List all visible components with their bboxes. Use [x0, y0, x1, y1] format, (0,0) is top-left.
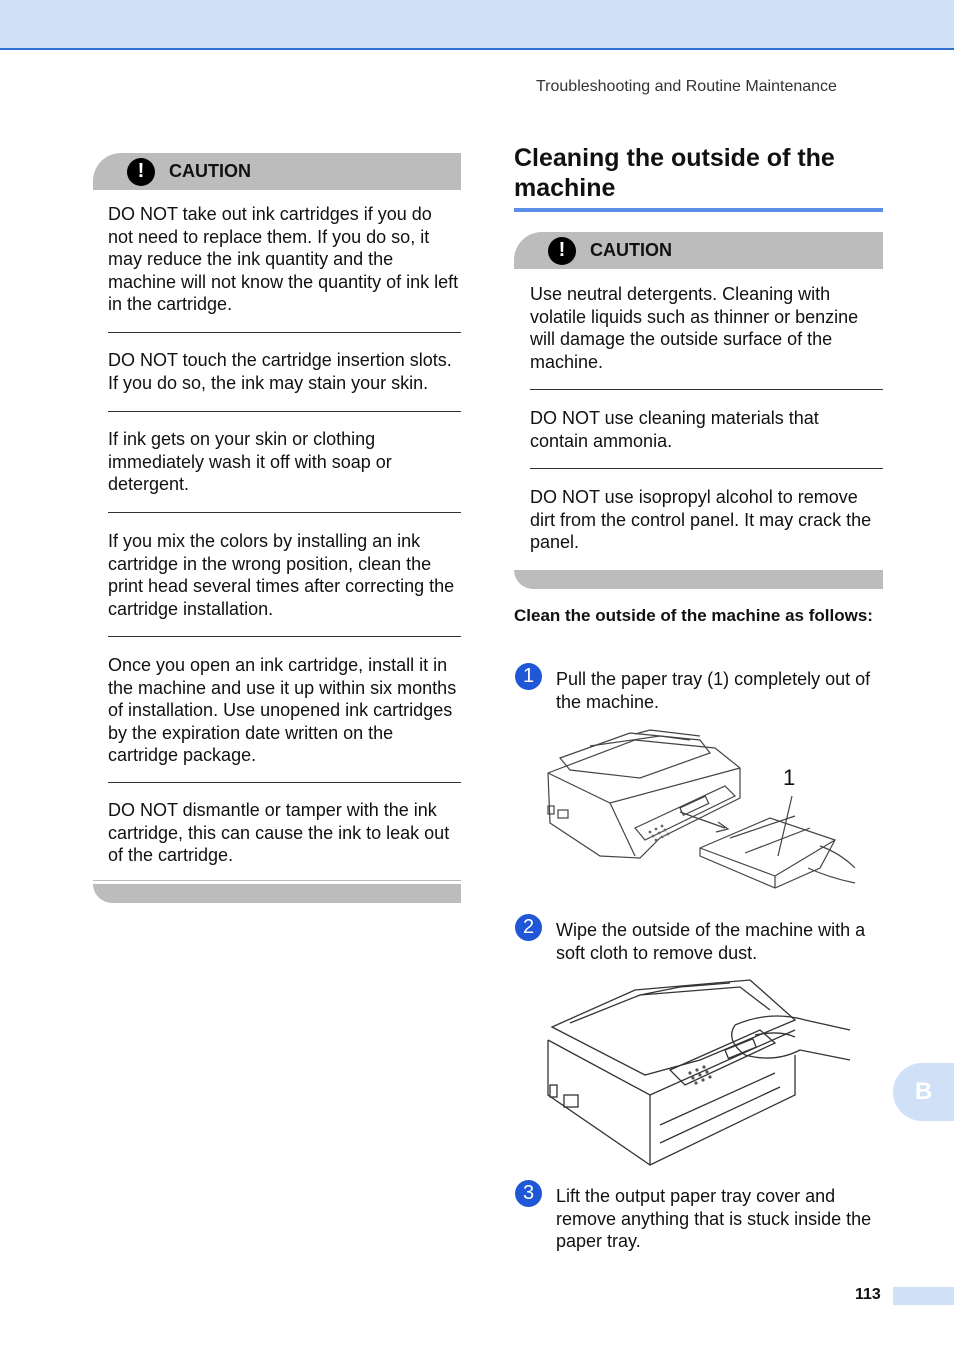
page-number: 113 — [855, 1286, 881, 1303]
divider — [93, 880, 461, 881]
page-number-bar — [893, 1287, 954, 1305]
left-caution-footer — [93, 884, 461, 903]
title-underline — [514, 208, 883, 212]
left-caution-paragraph: DO NOT touch the cartridge insertion slots. If you do so, the ink may stain your skin. — [108, 350, 452, 393]
running-head: Troubleshooting and Routine Maintenance — [536, 78, 837, 95]
callout-1-label: 1 — [783, 765, 796, 790]
printer-paper-tray-illustration — [540, 728, 860, 893]
caution-label: CAUTION — [590, 240, 672, 260]
left-caution-paragraph: If you mix the colors by installing an ink cartridge in the wrong position, clean the print head several times after correcting the cartridge installation. — [108, 531, 455, 619]
right-caution-footer — [514, 570, 883, 589]
procedure-intro: Clean the outside of the machine as follows: — [514, 606, 873, 625]
section-title: Cleaning the outside of the machine — [514, 144, 835, 202]
right-caution-header — [514, 232, 883, 269]
divider — [108, 332, 461, 333]
left-caution-paragraph: If ink gets on your skin or clothing immediately wash it off with soap or detergent. — [108, 429, 392, 494]
right-caution-paragraph: DO NOT use isopropyl alcohol to remove dirt from the control panel. It may crack the panel. — [530, 487, 872, 552]
divider — [108, 636, 461, 637]
step-3-text: Lift the output paper tray cover and remove anything that is stuck inside the paper tray. — [556, 1186, 872, 1251]
exclamation-circle-icon: ! — [127, 158, 155, 186]
top-header-bar — [0, 0, 954, 50]
step-1-marker: 1 — [515, 663, 542, 690]
step-3-marker: 3 — [515, 1180, 542, 1207]
left-caution-paragraph: DO NOT take out ink cartridges if you do not need to replace them. If you do so, it may reduce the ink quantity and the machine will not know the quantity of ink left in the cartridge. — [108, 204, 459, 314]
divider — [108, 512, 461, 513]
left-caution-header — [93, 153, 461, 190]
step-2-marker: 2 — [515, 914, 542, 941]
divider — [108, 411, 461, 412]
right-caution-paragraph: Use neutral detergents. Cleaning with volatile liquids such as thinner or benzine will damage the outside surface of the machine. — [530, 284, 859, 372]
divider — [108, 782, 461, 783]
divider — [530, 389, 883, 390]
right-caution-paragraph: DO NOT use cleaning materials that contain ammonia. — [530, 408, 819, 451]
step-2-text: Wipe the outside of the machine with a soft cloth to remove dust. — [556, 920, 866, 963]
left-caution-paragraph: Once you open an ink cartridge, install it in the machine and use it up within six months of installation. Use unopened ink cartridges by the expiration date written on the cartridge package. — [108, 655, 457, 765]
step-1-text: Pull the paper tray (1) completely out of the machine. — [556, 669, 871, 712]
divider — [530, 468, 883, 469]
appendix-side-tab: B — [893, 1063, 954, 1121]
exclamation-circle-icon: ! — [548, 237, 576, 265]
caution-label: CAUTION — [169, 161, 251, 181]
printer-wiping-illustration — [540, 975, 855, 1170]
left-caution-paragraph: DO NOT dismantle or tamper with the ink cartridge, this can cause the ink to leak out of the cartridge. — [108, 800, 450, 865]
